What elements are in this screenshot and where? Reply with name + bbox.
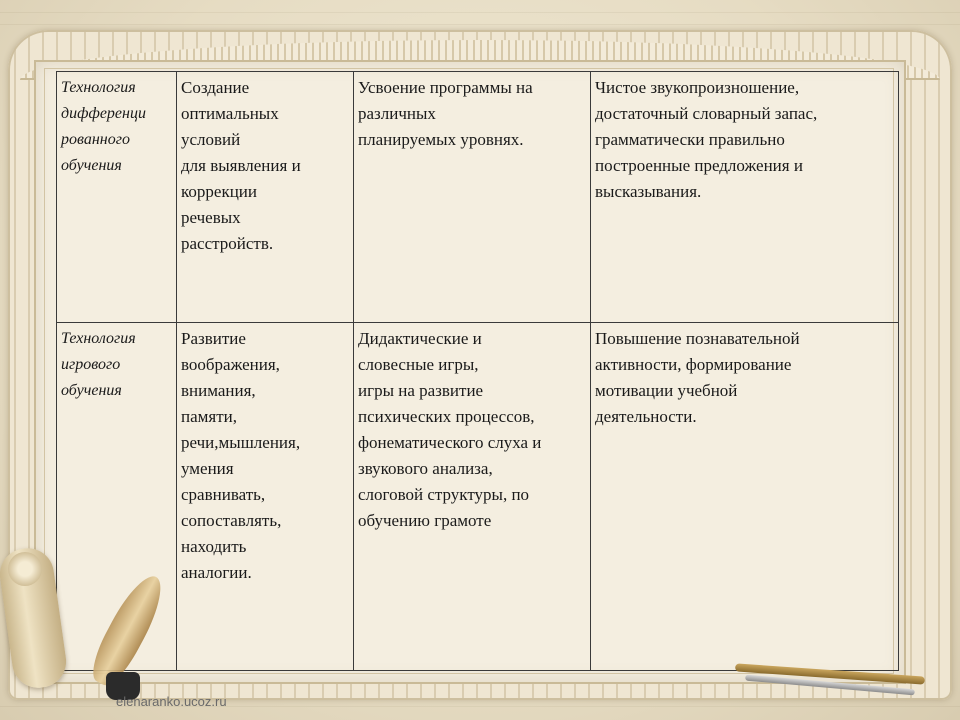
watermark: elenaranko.ucoz.ru [116, 694, 227, 709]
script-texture [0, 12, 960, 13]
content-cell: Усвоение программы на различных планируемых уровнях. [354, 72, 591, 323]
table-row [57, 323, 899, 671]
technology-cell: Технология дифференци рованного обучения [57, 72, 177, 323]
content-cell: Дидактические и словесные игры, игры на развитие психических процессов, фонематического слуха и звукового анализа, слоговой структуры, по обучению грамоте [354, 323, 591, 671]
goal-cell: Создание оптимальных условий для выявления и коррекции речевых расстройств. [177, 72, 354, 323]
goal-cell: Развитие воображения, внимания, памяти, речи,мышления, умения сравнивать, сопоставлять, находить аналогии. [177, 323, 354, 671]
technologies-table [56, 71, 899, 671]
table-row [57, 72, 899, 323]
technology-cell: Технология игрового обучения [57, 323, 177, 671]
scroll-end-icon [8, 552, 42, 586]
result-cell: Повышение познавательной активности, формирование мотивации учебной деятельности. [591, 323, 899, 671]
script-texture [0, 24, 960, 25]
result-cell: Чистое звукопроизношение, достаточный словарный запас, грамматически правильно построенные предложения и высказывания. [591, 72, 899, 323]
